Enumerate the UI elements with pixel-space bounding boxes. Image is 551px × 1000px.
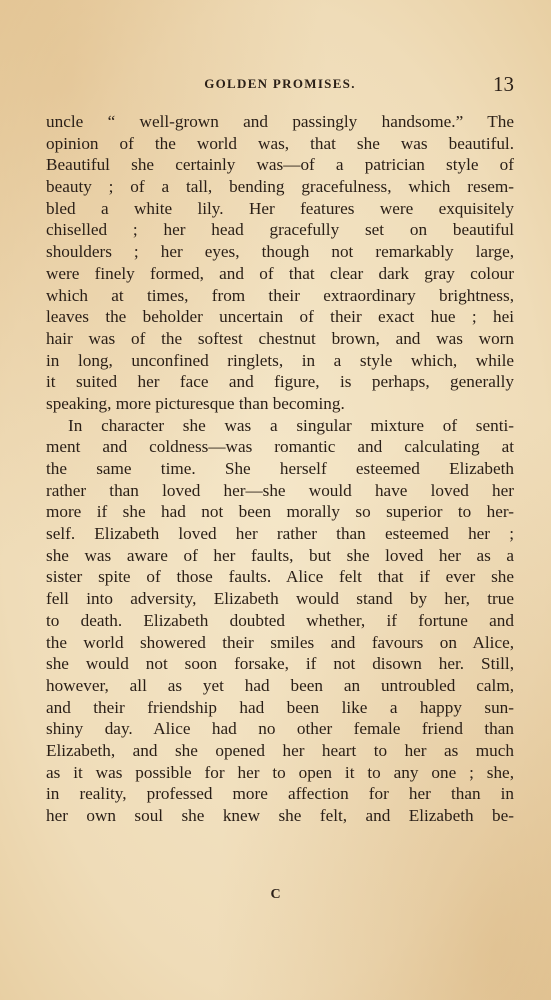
text-line: uncle “ well-grown and passingly handsome.” The <box>46 112 514 131</box>
text-line: it suited her face and figure, is perhaps, generally <box>46 372 514 392</box>
text-line: more if she had not been morally so superior to her- <box>46 502 514 522</box>
text-line: in long, unconfined ringlets, in a style which, while <box>46 350 514 370</box>
text-line: the world showered their smiles and favours on Alice, <box>46 632 514 652</box>
text-line: sister spite of those faults. Alice felt that if ever she <box>46 567 514 587</box>
page-number: 13 <box>493 72 514 96</box>
text-line: rather than loved her—she would have loved her <box>46 480 514 500</box>
text-line: opinion of the world was, that she was beautiful. <box>46 133 514 153</box>
text-line: bled a white lily. Her features were exquisitely <box>46 198 514 218</box>
text-line: the same time. She herself esteemed Elizabeth <box>46 459 514 478</box>
text-line: leaves the beholder uncertain of their exact hue ; hei <box>46 307 514 327</box>
text-line: were finely formed, and of that clear dark gray colour <box>46 263 514 283</box>
text-line: Beautiful she certainly was—of a patrician style of <box>46 155 514 175</box>
text-line: however, all as yet had been an untroubled calm, <box>46 675 514 695</box>
text-line: beauty ; of a tall, bending gracefulness, which resem- <box>46 177 514 197</box>
text-line: hair was of the softest chestnut brown, and was worn <box>46 328 514 348</box>
signature-mark: C <box>270 887 281 902</box>
text-line: her own soul she knew she felt, and Elizabeth be- <box>46 806 514 825</box>
text-line: self. Elizabeth loved her rather than esteemed her ; <box>46 524 514 544</box>
text-line: she was aware of her faults, but she loved her as a <box>46 545 514 565</box>
body-text <box>46 111 514 827</box>
paragraph-end-line: speaking, more picturesque than becoming. <box>46 393 345 413</box>
text-line: fell into adversity, Elizabeth would stand by her, true <box>46 589 514 609</box>
text-line: shoulders ; her eyes, though not remarkably large, <box>46 242 514 262</box>
text-line: and their friendship had been like a happy sun- <box>46 697 514 717</box>
text-line: which at times, from their extraordinary brightness, <box>46 285 514 305</box>
paragraph-start-line: In character she was a singular mixture of senti- <box>68 415 514 435</box>
running-head <box>46 74 514 98</box>
text-line: shiny day. Alice had no other female friend than <box>46 719 514 739</box>
text-line: to death. Elizabeth doubted whether, if fortune and <box>46 610 514 630</box>
text-line: in reality, professed more affection for her than in <box>46 784 514 804</box>
running-title: GOLDEN PROMISES. <box>204 76 356 91</box>
text-line: she would not soon forsake, if not disown her. Still, <box>46 654 514 674</box>
text-line: chiselled ; her head gracefully set on beautiful <box>46 220 514 240</box>
text-line: Elizabeth, and she opened her heart to her as much <box>46 740 514 760</box>
text-line: as it was possible for her to open it to any one ; she, <box>46 762 514 782</box>
text-line: ment and coldness—was romantic and calculating at <box>46 437 514 457</box>
